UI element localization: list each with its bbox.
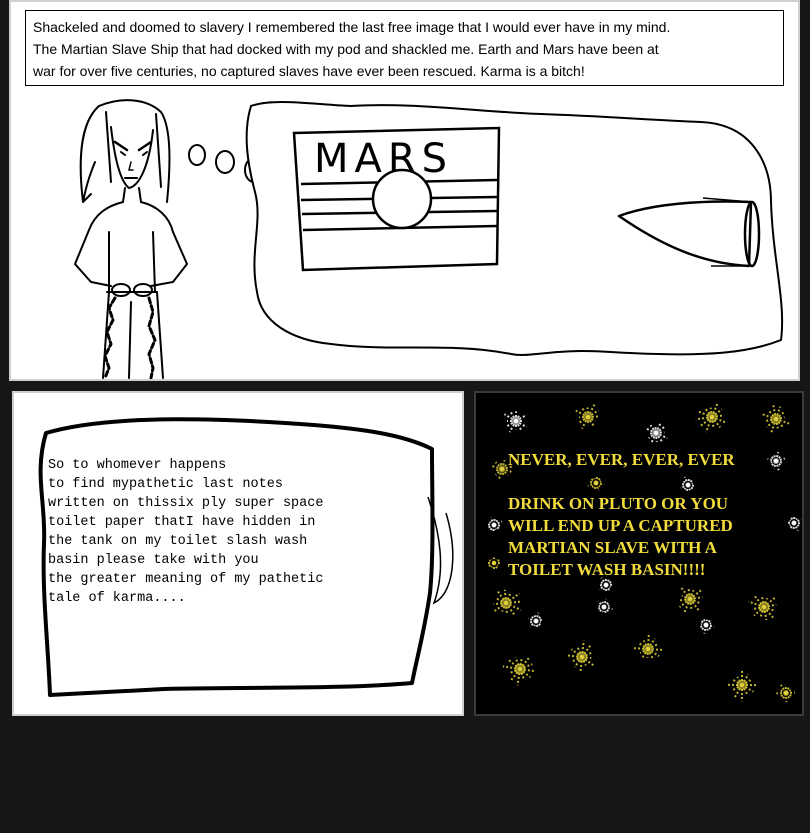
- note-line-5: the tank on my toilet slash wash: [48, 534, 308, 549]
- star-burst: [504, 411, 526, 432]
- comic-panel-top: [9, 0, 800, 381]
- star-burst: [528, 613, 542, 628]
- note-text: [48, 456, 448, 608]
- comic-panel-warning: [474, 391, 804, 716]
- warning-line-4: MARTIAN SLAVE WITH A: [508, 538, 717, 557]
- star-burst: [762, 404, 790, 433]
- top-panel-drawing: [11, 2, 798, 379]
- warning-line-2: DRINK ON PLUTO OR YOU: [508, 494, 729, 513]
- comic-panel-notes: [12, 391, 464, 716]
- note-line-8: tale of karma....: [48, 591, 186, 606]
- note-line-3: written on thissix ply super space: [48, 496, 324, 511]
- star-burst: [576, 404, 599, 428]
- star-burst: [696, 403, 727, 432]
- caption-line-3: war for over five centuries, no captured slaves have ever been rescued. Karma is a bitch!: [33, 63, 585, 79]
- warning-line-3: WILL END UP A CAPTURED: [508, 516, 733, 535]
- star-burst: [749, 596, 777, 621]
- shackled-character: [75, 100, 187, 378]
- star-burst: [679, 587, 702, 613]
- star-burst: [494, 590, 521, 615]
- warning-line-1: NEVER, EVER, EVER, EVER: [508, 450, 735, 469]
- star-burst: [487, 558, 500, 570]
- warning-text: [508, 449, 808, 581]
- warning-line-5: TOILET WASH BASIN!!!!: [508, 560, 706, 579]
- star-burst: [700, 619, 714, 634]
- flag-label: MARS: [314, 136, 454, 182]
- star-burst: [598, 599, 613, 613]
- star-burst: [503, 657, 536, 686]
- caption-line-1: Shackeled and doomed to slavery I remembered the last free image that I would ever have in my mind.: [33, 19, 671, 35]
- note-line-6: basin please take with you: [48, 553, 259, 568]
- star-burst: [487, 518, 502, 533]
- star-burst: [567, 641, 594, 672]
- note-line-2: to find mypathetic last notes: [48, 477, 283, 492]
- note-line-1: So to whomever happens: [48, 458, 227, 473]
- star-burst: [728, 670, 758, 701]
- star-burst: [646, 422, 668, 443]
- note-line-4: toilet paper thatI have hidden in: [48, 515, 316, 530]
- star-burst: [776, 685, 794, 702]
- star-burst: [634, 634, 663, 658]
- caption-line-2: The Martian Slave Ship that had docked with my pod and shackled me. Earth and Mars have been at: [33, 41, 659, 57]
- note-line-7: the greater meaning of my pathetic: [48, 572, 324, 587]
